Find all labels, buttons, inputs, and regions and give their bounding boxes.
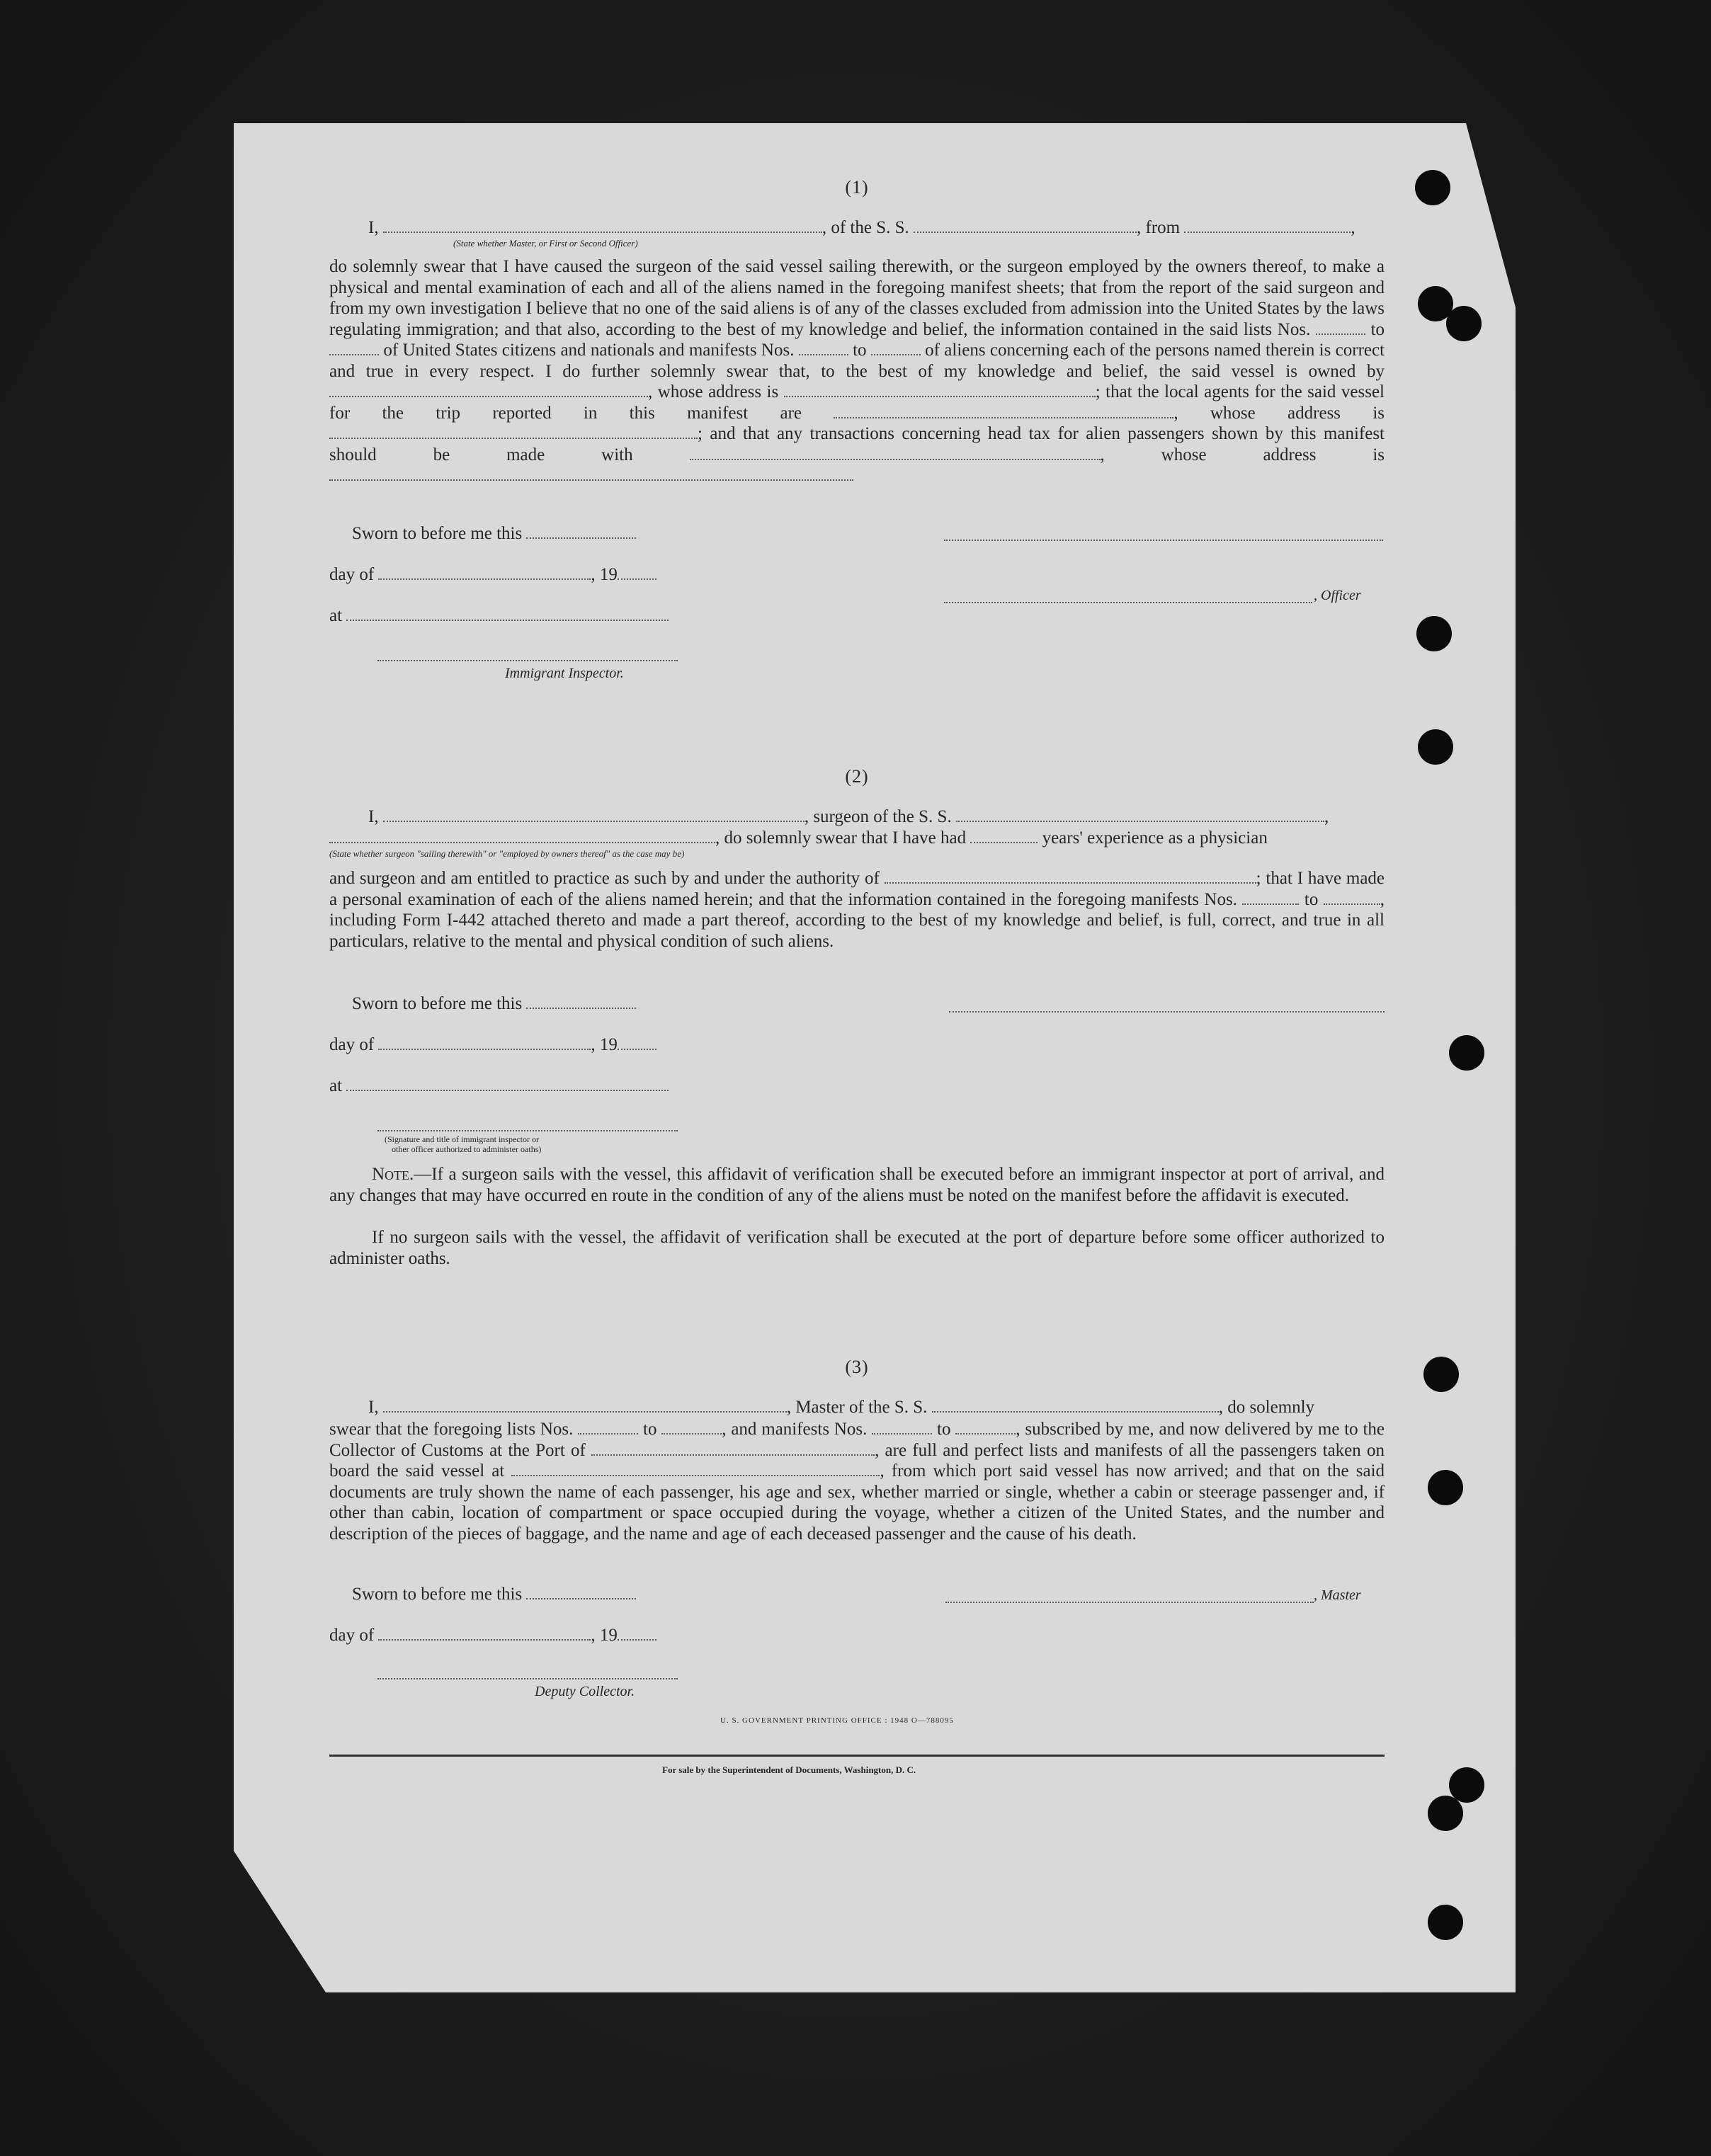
field-s3-lists-to[interactable]: [661, 1420, 722, 1435]
punch-hole: [1423, 1357, 1459, 1392]
field-head-tax-address[interactable]: [329, 467, 853, 481]
section-3-line-1: I, , Master of the S. S. , do solemnly: [368, 1398, 1315, 1417]
note-paragraph-1: Note.—If a surgeon sails with the vessel, this affidavit of verification shall be executed before an immigrant inspector at port of arrival, and any changes that may have occurred en route in the condition of any of the aliens must be noted on the manifest before the affidavit is executed.: [329, 1165, 1385, 1205]
at-line-1: at: [329, 606, 669, 626]
sworn-line-2: Sworn to before me this: [352, 994, 636, 1014]
label-from: , from: [1137, 218, 1181, 237]
field-surgeon-status[interactable]: [329, 829, 715, 843]
label-i: I,: [368, 218, 379, 237]
section-1-line-1: I, , of the S. S. , from ,: [368, 218, 1355, 237]
inspector-caption: Immigrant Inspector.: [505, 666, 624, 681]
collector-signature-line[interactable]: [377, 1678, 678, 1679]
field-year-2[interactable]: [618, 1036, 656, 1050]
section-2-line-2: , do solemnly swear that I have had years' experience as a physician: [329, 828, 1268, 848]
field-lists-to[interactable]: [329, 341, 379, 355]
field-lists-from[interactable]: [1316, 321, 1365, 335]
officer-caption: , Officer: [1314, 588, 1361, 603]
punch-hole: [1428, 1905, 1463, 1940]
punch-hole: [1428, 1470, 1463, 1505]
punch-hole: [1416, 616, 1452, 651]
field-head-tax-party[interactable]: [690, 446, 1101, 460]
field-local-agents[interactable]: [834, 404, 1173, 418]
field-authority[interactable]: [885, 869, 1256, 884]
field-master-name[interactable]: [383, 1398, 787, 1413]
field-place-2[interactable]: [346, 1077, 669, 1091]
field-month-3[interactable]: [378, 1626, 591, 1641]
section-3-body: swear that the foregoing lists Nos. to , and manifests Nos. to , subscribed by me, and now delivered by me to the Collector of Customs at the Port of , are full and perfect lists and manifests of all the passengers taken on board the said vessel at , from which port said vessel has now arrived; and that on the said documents are truly shown the name of each passenger, his age and sex, whether married or single, whether a cabin or steerage passenger and, if other than cabin, location of compartment or space occupied during the voyage, whether a citizen of the United States, and the number and description of the pieces of baggage, and the name and age of each deceased passenger and the cause of his death.: [329, 1420, 1385, 1544]
field-sworn-day-1[interactable]: [526, 525, 636, 539]
field-owner[interactable]: [329, 383, 648, 397]
field-boarding-port[interactable]: [511, 1462, 880, 1476]
field-place-1[interactable]: [346, 607, 669, 621]
inspector-signature-line[interactable]: [377, 660, 678, 661]
punch-hole: [1415, 170, 1450, 205]
field-s2-manifests-from[interactable]: [1242, 891, 1299, 905]
sale-line: For sale by the Superintendent of Documents, Washington, D. C.: [662, 1764, 916, 1775]
field-s3-manifests-from[interactable]: [872, 1420, 932, 1435]
collector-caption: Deputy Collector.: [535, 1684, 635, 1699]
field-sworn-day-2[interactable]: [526, 995, 636, 1009]
section-1-heading: (1): [845, 177, 869, 198]
day-line-2: day of , 19: [329, 1035, 656, 1055]
surgeon-signature-line[interactable]: [949, 1011, 1385, 1013]
s2-sig-caption-1: (Signature and title of immigrant inspector or: [385, 1134, 539, 1144]
sworn-line-3: Sworn to before me this: [352, 1585, 636, 1604]
s2-sig-caption-2: other officer authorized to administer oaths): [392, 1144, 542, 1154]
field-s3-manifests-to[interactable]: [955, 1420, 1016, 1435]
officer-signature-line-top[interactable]: [944, 540, 1383, 541]
footer-rule: [329, 1755, 1385, 1757]
master-caption: , Master: [1314, 1587, 1361, 1603]
field-years-experience[interactable]: [970, 829, 1038, 843]
field-agents-address[interactable]: [329, 425, 698, 439]
field-surgeon-name[interactable]: [383, 808, 805, 822]
field-s2-manifests-to[interactable]: [1324, 891, 1380, 905]
s2-officer-signature-line[interactable]: [377, 1130, 678, 1131]
section-1-body: do solemnly swear that I have caused the surgeon of the said vessel sailing therewith, or the surgeon employed by the owners thereof, to make a physical and mental examination of each and all of the aliens named in the foregoing manifest sheets; that from the report of the said surgeon and from my own investigation I believe that no one of the said aliens is of any of the classes excluded from admission into the United States by the laws regulating immigration; and that also, according to the best of my knowledge and belief, the information contained in the said lists Nos. to of United States citizens and nationals and manifests Nos. to of aliens concerning each of the persons named therein is correct and true in every respect. I do further solemnly swear that, to the best of my knowledge and belief, the said vessel is owned by , whose address is ; that the local agents for the said vessel for the trip reported in this manifest are , whose address is ; and that any transactions concerning head tax for alien passengers shown by this manifest should be made with , whose address is: [329, 256, 1385, 486]
section-2-line-1: I, , surgeon of the S. S. ,: [368, 807, 1329, 826]
section-2-heading: (2): [845, 766, 869, 787]
field-owner-address[interactable]: [784, 383, 1096, 397]
field-rank[interactable]: [383, 219, 822, 233]
field-year-3[interactable]: [618, 1626, 656, 1641]
punch-hole: [1418, 729, 1453, 765]
field-month-1[interactable]: [378, 566, 591, 580]
field-sworn-day-3[interactable]: [526, 1585, 636, 1599]
printing-office-line: U. S. GOVERNMENT PRINTING OFFICE : 1948 O—788095: [720, 1716, 954, 1725]
punch-hole: [1428, 1796, 1463, 1831]
label-of-ss: , of the S. S.: [822, 218, 909, 237]
note-paragraph-2: If no surgeon sails with the vessel, the affidavit of verification shall be executed at the port of departure before some officer authorized to administer oaths.: [329, 1228, 1385, 1268]
field-vessel-name[interactable]: [914, 219, 1137, 233]
rank-caption: (State whether Master, or First or Second Officer): [453, 238, 638, 249]
field-manifests-to[interactable]: [871, 341, 921, 355]
punch-hole: [1446, 306, 1482, 341]
field-from-port[interactable]: [1184, 219, 1351, 233]
field-year-1[interactable]: [618, 566, 656, 580]
field-customs-port[interactable]: [591, 1442, 875, 1456]
surgeon-caption: (State whether surgeon "sailing therewith" or "employed by owners thereof" as the case may be): [329, 848, 685, 859]
field-master-vessel[interactable]: [932, 1398, 1219, 1413]
at-line-2: at: [329, 1076, 669, 1096]
field-month-2[interactable]: [378, 1036, 591, 1050]
field-s3-lists-from[interactable]: [578, 1420, 638, 1435]
section-3-heading: (3): [845, 1357, 869, 1377]
sworn-line-1: Sworn to before me this: [352, 524, 636, 544]
punch-hole: [1449, 1035, 1484, 1071]
section-2-body: and surgeon and am entitled to practice as such by and under the authority of ; that I have made a personal examination of each of the aliens named herein; and that the information contained in the foregoing manifests Nos. to , including Form I-442 attached thereto and made a part thereof, according to the best of my knowledge and belief, is full, correct, and true in all particulars, relative to the mental and physical condition of such aliens.: [329, 869, 1385, 951]
master-signature-line[interactable]: [945, 1602, 1314, 1603]
field-manifests-from[interactable]: [799, 341, 848, 355]
note-label: Note.: [372, 1165, 414, 1184]
field-surgeon-vessel[interactable]: [956, 808, 1324, 822]
day-line-3: day of , 19: [329, 1626, 656, 1645]
officer-signature-line[interactable]: [944, 602, 1312, 603]
day-line-1: day of , 19: [329, 565, 656, 585]
